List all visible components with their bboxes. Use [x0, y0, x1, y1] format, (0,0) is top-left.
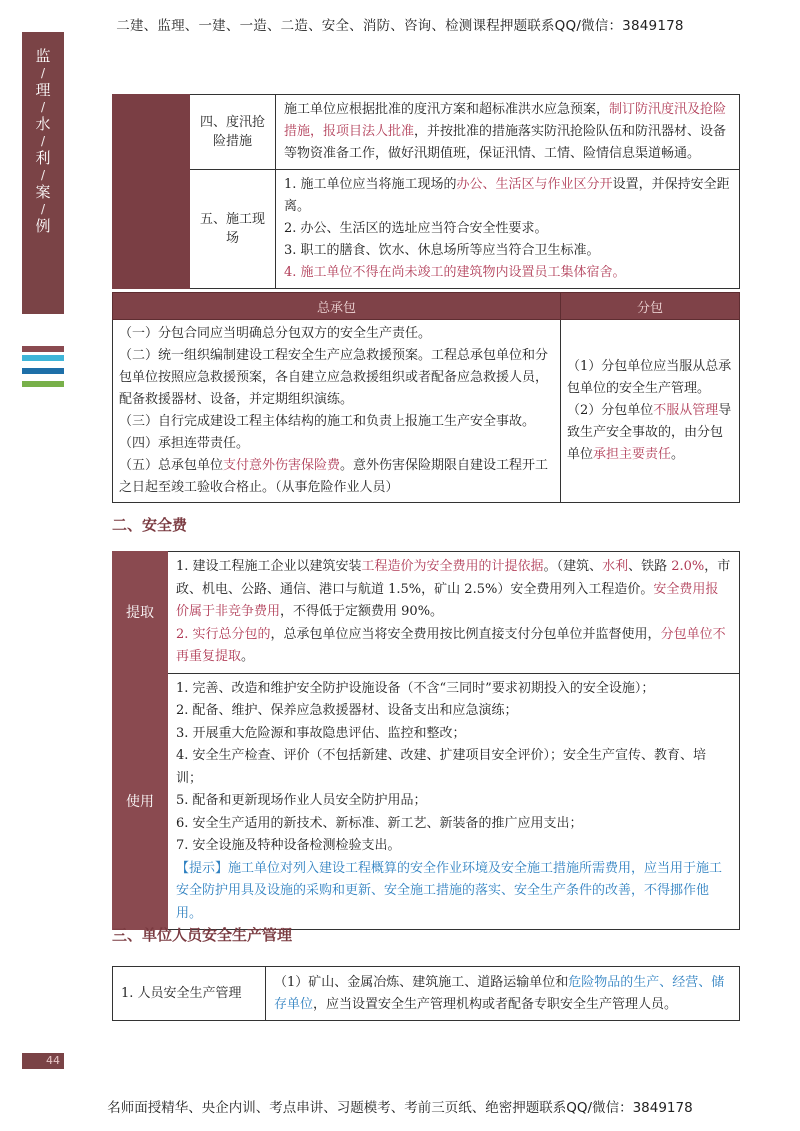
- deco-bar-red: [22, 346, 64, 352]
- row-content-personnel: （1）矿山、金属冶炼、建筑施工、道路运输单位和危险物品的生产、经营、储存单位，应当设置安全生产管理机构或者配备专职安全生产管理人员。: [266, 967, 740, 1021]
- deco-bar-green: [22, 381, 64, 387]
- sidebar-char: 理: [35, 81, 51, 99]
- section-title-safety-fee: 二、安全费: [112, 516, 188, 534]
- deco-bar-blue: [22, 368, 64, 374]
- general-contract-content: （一）分包合同应当明确总分包双方的安全生产责任。 （二）统一组织编制建设工程安全生产应急救援预案。工程总承包单位和分包单位按照应急救援预案，各自建立应急救援组织或者配备应急救援人员，配备救援器材、设备，并定期组织演练。 （三）自行完成建设工程主体结构的施工和负责上报施工生产安全事故。 （四）承担连带责任。 （五）总承包单位支付意外伤害保险费。意外伤害保险期限自建设工程开工之日起至竣工验收合格止。（从事危险作业人员）: [113, 320, 561, 503]
- page-header: 二建、监理、一建、一造、二造、安全、消防、咨询、检测课程押题联系QQ/微信：3849178: [116, 18, 684, 34]
- sidebar-char: 利: [35, 149, 51, 167]
- sidebar-strip: 监 / 理 / 水 / 利 / 案 / 例: [22, 32, 64, 314]
- header-general-contract: 总承包: [113, 293, 561, 320]
- sidebar-char: 例: [35, 217, 51, 235]
- sidebar-char: 监: [35, 47, 51, 65]
- row-label-flood: 四、度汛抢险措施: [190, 95, 276, 170]
- header-subcontract: 分包: [561, 293, 740, 320]
- personnel-safety-table: [112, 966, 740, 1021]
- page-footer: 名师面授精华、央企内训、考点串讲、习题模考、考前三页纸、绝密押题联系QQ/微信：3849178: [107, 1100, 693, 1116]
- table-left-fill: [113, 95, 190, 289]
- subcontract-content: （1）分包单位应当服从总承包单位的安全生产管理。 （2）分包单位不服从管理导致生产安全事故的，由分包单位承担主要责任。: [561, 320, 740, 503]
- row-head-use: 使用: [113, 673, 168, 930]
- deco-bar-cyan: [22, 355, 64, 361]
- construction-measures-table: [112, 94, 740, 289]
- row-content-site: 1. 施工单位应当将施工现场的办公、生活区与作业区分开设置，并保持安全距离。 2. 办公、生活区的选址应当符合安全性要求。 3. 职工的膳食、饮水、休息场所等应当符合卫生标准。 4. 施工单位不得在尚未竣工的建筑物内设置员工集体宿舍。: [276, 170, 740, 289]
- row-label-personnel: 1. 人员安全生产管理: [113, 967, 266, 1021]
- row-label-site: 五、施工现场: [190, 170, 276, 289]
- sidebar-char: 案: [35, 183, 51, 201]
- row-head-extract: 提取: [113, 552, 168, 674]
- sidebar-char: 水: [35, 115, 51, 133]
- row-content-use: 1. 完善、改造和维护安全防护设施设备（不含“三同时”要求初期投入的安全设施）； 2. 配备、维护、保养应急救援器材、设备支出和应急演练； 3. 开展重大危险源和事故隐患评估、监控和整改； 4. 安全生产检查、评价（不包括新建、改建、扩建项目安全评价）；安全生产宣传、教育、培训； 5. 配备和更新现场作业人员安全防护用品； 6. 安全生产适用的新技术、新标准、新工艺、新装备的推广应用支出； 7. 安全设施及特种设备检测检验支出。 【提示】施工单位对列入建设工程概算的安全作业环境及安全施工措施所需费用，应当用于施工安全防护用具及设施的采购和更新、安全施工措施的落实、安全生产条件的改善，不得挪作他用。: [168, 673, 740, 930]
- row-content-flood: 施工单位应根据批准的度汛方案和超标准洪水应急预案，制订防汛度汛及抢险措施，报项目法人批准，并按批准的措施落实防汛抢险队伍和防汛器材、设备等物资准备工作，做好汛期值班，保证汛情、工情、险情信息渠道畅通。: [276, 95, 740, 170]
- row-content-extract: 1. 建设工程施工企业以建筑安装工程造价为安全费用的计提依据。（建筑、水利、铁路 2.0%，市政、机电、公路、通信、港口与航道 1.5%，矿山 2.5%）安全费用列入工程造价。安全费用报价属于非竞争费用，不得低于定额费用 90%。 2. 实行总分包的，总承包单位应当将安全费用按比例直接支付分包单位并监督使用，分包单位不再重复提取。: [168, 552, 740, 674]
- page-number: 44: [22, 1053, 64, 1069]
- section-title-personnel: 三、单位人员安全生产管理: [112, 926, 293, 944]
- contract-responsibility-table: [112, 292, 740, 503]
- safety-fee-table: [112, 551, 740, 930]
